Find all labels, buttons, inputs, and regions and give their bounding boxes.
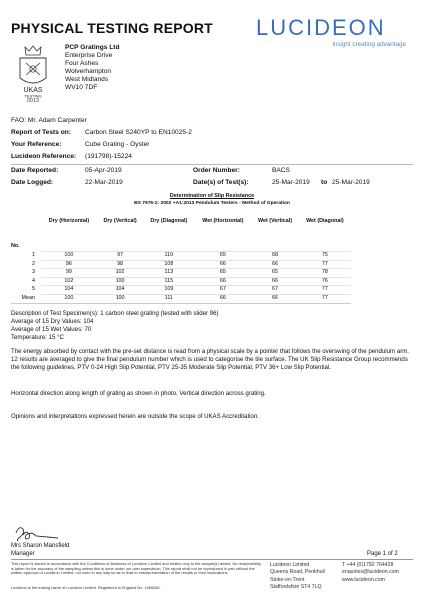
no-label: No. (11, 242, 20, 249)
lucideon-reference-row (11, 153, 132, 160)
table-cell: 75 (299, 252, 351, 261)
address-line: Wolverhampton (65, 67, 112, 75)
company-contact (342, 562, 399, 584)
table-cell: 110 (143, 252, 194, 261)
report-of-tests-label: Report of Tests on: (11, 129, 71, 136)
client-name: PCP Gratings Ltd (65, 44, 120, 51)
table-cell: 113 (143, 269, 194, 278)
report-of-tests-value: Carbon Steel S240YP to EN10025-2 (85, 129, 192, 136)
table-cell: 100 (97, 294, 143, 303)
table-title: Determination of Slip Resistance (169, 193, 255, 199)
date-reported-label: Date Reported: (11, 167, 59, 174)
slip-resistance-table (11, 211, 351, 304)
table-cell: 76 (299, 277, 351, 286)
table-row (11, 252, 351, 261)
table-row (11, 260, 351, 269)
table-row-mean (11, 294, 351, 303)
svg-text:TESTING: TESTING (24, 93, 42, 98)
dates-of-tests-to: 25-Mar-2019 (332, 179, 370, 186)
table-cell: 98 (97, 260, 143, 269)
row-number: Mean (11, 294, 41, 303)
table-cell: 100 (41, 252, 97, 261)
table-row (11, 286, 351, 295)
date-logged-value: 22-Mar-2019 (85, 179, 123, 186)
spacer-row (11, 231, 351, 242)
registered-text: Lucideon is the trading name of Lucideon Limited. Registered in England No. 1965455. (11, 585, 161, 590)
address-line: Enterprise Drive (65, 51, 113, 59)
company-line: Lucideon Limited (270, 562, 310, 568)
column-header: Wet (Vertical) (251, 211, 298, 231)
date-logged-label: Date Logged: (11, 179, 54, 186)
table-cell: 109 (143, 286, 194, 295)
table-row (11, 269, 351, 278)
row-number: 1 (32, 252, 35, 258)
fao-line: FAO: Mr. Adam Carpenter (11, 117, 87, 124)
table-cell: 111 (143, 294, 194, 303)
table-cell: 100 (41, 294, 97, 303)
specimen-description: Description of Test Specimen(s): 1 carbon steel grating (tested with slider 96) (11, 310, 219, 317)
column-header: Dry (Horizontal) (41, 211, 97, 231)
direction-paragraph: Horizontal direction along length of grating as shown in photo. Vertical direction across grating. (11, 390, 266, 397)
opinions-paragraph: Opinions and interpretations expressed herein are outside the scope of UKAS Accreditation. (11, 413, 259, 420)
signatory-name: Mrs Sharon Mansfield (11, 543, 70, 549)
table-cell: 66 (194, 260, 251, 269)
notes-block (11, 310, 413, 342)
table-subtitle: BS 7976-2: 2002 +A1:2013 Pendulum Testers - Method of Operation (134, 201, 290, 206)
date-logged-row (11, 179, 123, 186)
signature-icon (12, 521, 64, 545)
address-line: West Midlands (65, 75, 109, 83)
table-cell: 100 (97, 277, 143, 286)
footer-separator (11, 559, 413, 560)
contact-phone: T +44 (0)1782 764428 (342, 562, 394, 568)
table-cell: 77 (299, 286, 351, 295)
contact-email: enquiries@lucideon.com (342, 569, 399, 576)
dates-of-tests-to-label: to (321, 179, 328, 186)
table-cell: 97 (97, 252, 143, 261)
contact-website: www.lucideon.com (342, 576, 385, 583)
row-number: 2 (32, 260, 35, 267)
table-cell: 99 (41, 269, 97, 278)
column-header: Dry (Vertical) (97, 211, 143, 231)
legal-text: This report is issued in accordance with the Conditions of Business of Lucideon Limited and relates only to the sample(s) tested. No responsibility is taken for the accuracy of the sampling unless this is done under our own supervision. This report shall not be reproduced in part without the written approval of Lucideon Limited, nor used in any way so as to lead to misrepresentation of the results or their implications. (11, 561, 261, 575)
lucideon-reference-value: (191798)-15224 (85, 153, 132, 160)
average-wet: Average of 15 Wet Values: 70 (11, 326, 92, 334)
company-line: Staffordshire ST4 7LQ (270, 584, 322, 591)
table-cell: 96 (41, 260, 97, 269)
column-header: Wet (Diagonal) (299, 211, 351, 231)
average-dry: Average of 15 Dry Values: 104 (11, 318, 94, 326)
order-number-row (193, 167, 290, 174)
ukas-number: 0013 (26, 98, 40, 104)
table-cell: 66 (194, 294, 251, 303)
order-number-label: Order Number: (193, 167, 240, 174)
report-of-tests-row (11, 129, 192, 136)
table-cell: 66 (251, 260, 298, 269)
company-line: Queens Road, Penkhull (270, 569, 325, 576)
row-number: 4 (32, 277, 35, 284)
table-cell: 67 (251, 286, 298, 295)
address-line: WV10 7DF (65, 83, 98, 91)
table-cell: 68 (251, 252, 298, 261)
table-cell: 77 (299, 260, 351, 269)
company-line: Stoke-on-Trent (270, 576, 305, 583)
date-reported-row (11, 167, 122, 174)
column-header: Dry (Diagonal) (143, 211, 194, 231)
lucideon-reference-label: Lucideon Reference: (11, 153, 77, 160)
table-header-row (11, 211, 351, 231)
dates-of-tests-row (193, 179, 370, 186)
your-reference-label: Your Reference: (11, 141, 62, 148)
table-cell: 77 (299, 294, 351, 303)
temperature: Temperature: 15 °C (11, 334, 64, 342)
company-address (270, 562, 325, 592)
table-cell: 104 (41, 286, 97, 295)
column-header-blank (11, 211, 41, 231)
page-number: Page 1 of 2 (367, 551, 398, 557)
table-cell: 102 (41, 277, 97, 286)
address-line: Four Ashes (65, 59, 99, 67)
column-header: Wet (Horizontal) (194, 211, 251, 231)
date-reported-value: 05-Apr-2019 (85, 167, 122, 174)
table-cell: 108 (143, 260, 194, 269)
energy-paragraph: The energy absorbed by contact with the pre-set distance is read from a physical scale by a pointer that follows the overswing of the pendulum arm. 12 results are averaged to give the final pendulum number which is used to categorise the tile surface. The UK Slip Resistance Group recommends the following guidelines, PTV 0-24 High Slip Potential, PTV 25-35 Moderate Slip Potential, PTV 36+ Low Slip Potential. (11, 348, 409, 372)
table-cell: 102 (97, 269, 143, 278)
row-number: 5 (32, 286, 35, 293)
report-title: PHYSICAL TESTING REPORT (11, 20, 213, 36)
table-cell: 78 (299, 269, 351, 278)
order-number-value: BACS (272, 167, 290, 174)
table-cell: 65 (194, 269, 251, 278)
dates-of-tests-label: Date(s) of Test(s): (193, 179, 249, 186)
lucideon-logo (256, 16, 412, 48)
ukas-accreditation-icon (14, 44, 52, 98)
table-cell: 104 (97, 286, 143, 295)
signatory-role: Manager (11, 551, 35, 557)
your-reference-row (11, 141, 150, 148)
table-cell: 66 (194, 277, 251, 286)
separator-line (11, 164, 413, 165)
table-cell: 66 (251, 277, 298, 286)
table-cell: 65 (194, 252, 251, 261)
table-cell: 115 (143, 277, 194, 286)
table-row (11, 277, 351, 286)
logo-wordmark: LUCIDEON (256, 15, 386, 40)
row-number: 3 (32, 269, 35, 276)
table-cell: 65 (251, 269, 298, 278)
your-reference-value: Cube Grating - Oyster (85, 141, 150, 148)
table-cell: 66 (251, 294, 298, 303)
no-label-row (11, 242, 351, 252)
dates-of-tests-from: 25-Mar-2019 (272, 179, 310, 186)
client-address-block (65, 44, 119, 91)
svg-text:UKAS: UKAS (23, 87, 43, 94)
table-cell: 67 (194, 286, 251, 295)
logo-tagline: insight creating advantage (332, 41, 406, 48)
